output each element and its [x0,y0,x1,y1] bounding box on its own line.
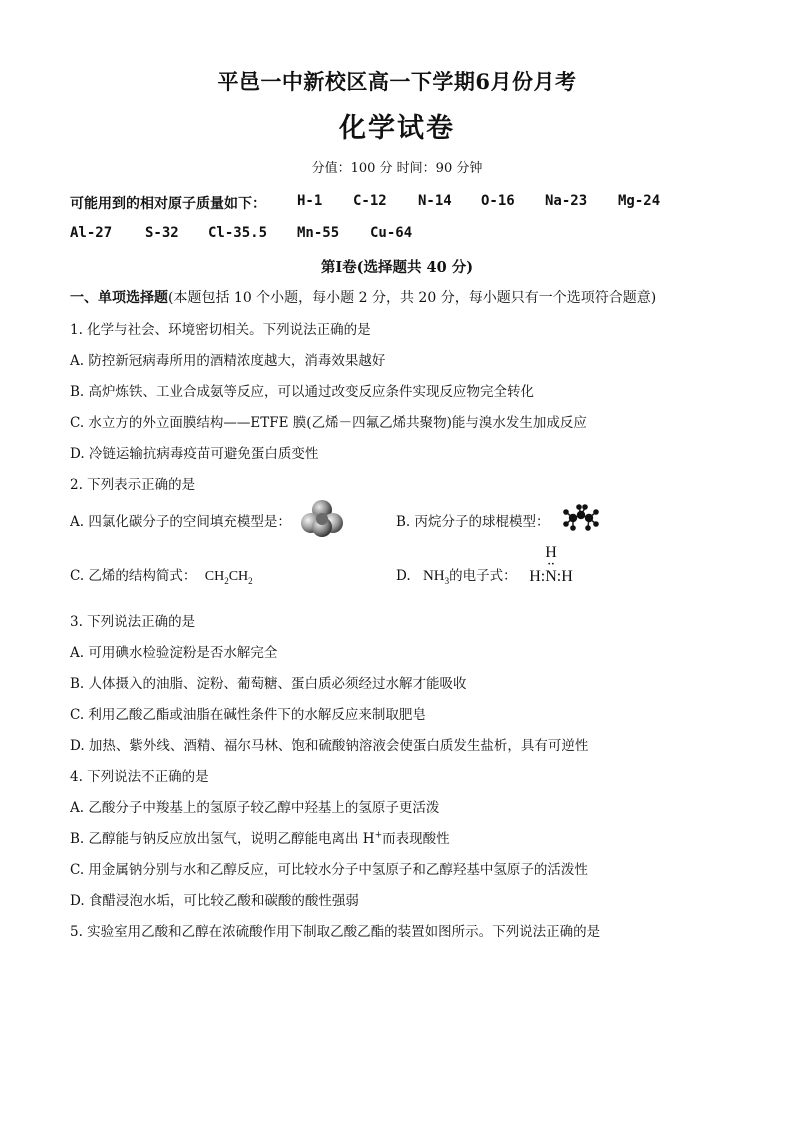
question-stem: 2. 下列表示正确的是 [70,477,196,493]
question-stem: 3. 下列说法正确的是 [70,614,196,630]
ccl4-space-filling-model-image [300,498,344,538]
exam-title: 平邑一中新校区高一下学期6月份月考 [217,69,577,94]
nh3-electron-dot-structure [523,545,579,587]
option-d: D. 加热、紫外线、酒精、福尔马林、饱和硫酸钠溶液会使蛋白质发生盐析，具有可逆性 [70,738,589,754]
option-a: A. 四氯化碳分子的空间填充模型是： [70,514,291,530]
option-a: A. 防控新冠病毒所用的酒精浓度越大，消毒效果越好 [70,353,386,369]
part-description: (本题包括 10 个小题，每小题 2 分，共 20 分，每小题只有一个选项符合题意) [168,290,657,306]
option-d: D. 冷链运输抗病毒疫苗可避免蛋白质变性 [70,446,319,462]
option-b: B. 高炉炼铁、工业合成氨等反应，可以通过改变反应条件实现反应物完全转化 [70,384,535,400]
mass-item: N-14 [418,193,452,209]
option-d [396,564,517,586]
dot-pair: ·· [547,558,555,570]
mass-item: Al-27 [70,225,113,241]
mass-item: Cu-64 [370,225,413,241]
option-c: C. 用金属钠分别与水和乙醇反应，可比较水分子中氢原子和乙醇羟基中氢原子的活泼性 [70,862,588,878]
part-label: 一、单项选择题 [70,290,168,306]
option-d-text: 的电子式： [449,568,517,584]
mass-item: Mn-55 [297,225,340,241]
score-time: 分值：100 分 时间：90 分钟 [311,161,483,176]
propane-ball-stick-model-image [561,503,601,533]
mass-item: Na-23 [545,193,588,209]
mass-item: S-32 [145,225,179,241]
option-b: B. 丙烷分子的球棍模型： [396,514,550,530]
ethylene-formula: $CH_2CH_2$ [204,569,253,586]
option-d: D. 食醋浸泡水垢，可比较乙酸和碳酸的酸性强弱 [70,893,359,909]
option-b: B. 乙醇能与钠反应放出氢气，说明乙醇能电离出 H+而表现酸性 [70,830,450,847]
subject-title: 化学试卷 [339,113,455,144]
option-a: A. 乙酸分子中羧基上的氢原子较乙醇中羟基上的氢原子更活泼 [70,800,440,816]
mass-item: O-16 [481,193,515,209]
option-c-text: C. 乙烯的结构简式： [70,568,197,584]
dot-h-n-h: H:N:H [529,568,573,585]
question-stem: 5. 实验室用乙酸和乙醇在浓硫酸作用下制取乙酸乙酯的装置如图所示。下列说法正确的是 [70,924,601,940]
option-b: B. 人体摄入的油脂、淀粉、葡萄糖、蛋白质必须经过水解才能吸收 [70,676,467,692]
option-d-label: D. [396,568,411,584]
mass-item: Cl-35.5 [208,225,268,241]
mass-label: 可能用到的相对原子质量如下： [70,196,266,212]
question-stem: 1. 化学与社会、环境密切相关。下列说法正确的是 [70,322,371,338]
option-a: A. 可用碘水检验淀粉是否水解完全 [70,645,278,661]
option-c: C. 水立方的外立面膜结构——ETFE 膜(乙烯－四氟乙烯共聚物)能与溴水发生加成反应 [70,415,587,431]
part-heading [70,287,656,307]
nh3-formula: $NH_3$ [422,568,450,586]
option-c [70,564,253,586]
mass-item: H-1 [297,193,323,209]
dot-h-top: H [545,544,557,561]
question-stem: 4. 下列说法不正确的是 [70,769,209,785]
option-c: C. 利用乙酸乙酯或油脂在碱性条件下的水解反应来制取肥皂 [70,707,426,723]
section-title: 第Ⅰ卷(选择题共 40 分) [320,259,474,276]
mass-item: C-12 [353,193,387,209]
mass-item: Mg-24 [618,193,661,209]
